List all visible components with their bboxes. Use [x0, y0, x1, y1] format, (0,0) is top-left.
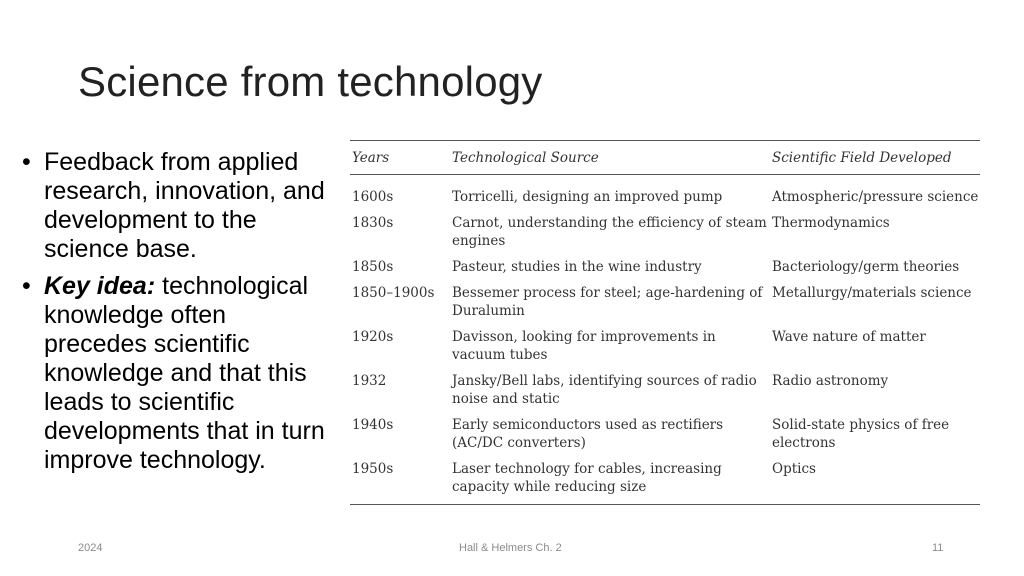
- cell-years: 1850s: [352, 259, 394, 275]
- cell-technological-source: Torricelli, designing an improved pump: [452, 189, 723, 205]
- table-row: [350, 328, 980, 364]
- cell-scientific-field: Radio astronomy: [772, 373, 889, 389]
- bullet-text: Feedback from applied research, innovation, and development to the science base.: [44, 148, 325, 263]
- table-row: [350, 416, 980, 452]
- bullet-icon: •: [22, 272, 31, 300]
- cell-technological-source: Jansky/Bell labs, identifying sources of radio noise and static: [452, 373, 757, 407]
- cell-years: 1600s: [352, 189, 394, 205]
- table-row: [350, 214, 980, 250]
- cell-scientific-field: Thermodynamics: [772, 215, 890, 231]
- bullet-icon: •: [22, 148, 31, 176]
- table-header-row: [350, 141, 980, 175]
- cell-years: 1940s: [352, 417, 394, 433]
- bullet-item: [22, 148, 332, 264]
- bullet-key-lead: Key idea:: [44, 272, 156, 300]
- cell-technological-source: Pasteur, studies in the wine industry: [452, 259, 702, 275]
- cell-technological-source: Davisson, looking for improvements in vacuum tubes: [452, 329, 716, 363]
- slide-title: Science from technology: [78, 58, 543, 105]
- bullet-list: [22, 148, 332, 483]
- cell-scientific-field: Atmospheric/pressure science: [772, 189, 979, 205]
- cell-scientific-field: Optics: [772, 461, 816, 477]
- cell-technological-source: Laser technology for cables, increasing capacity while reducing size: [452, 461, 722, 495]
- cell-scientific-field: Bacteriology/germ theories: [772, 259, 960, 275]
- footer-page-number: 11: [932, 542, 944, 554]
- table-row: [350, 284, 980, 320]
- header-years: Years: [352, 149, 390, 166]
- table-row: [350, 258, 980, 276]
- cell-technological-source: Bessemer process for steel; age-hardening of Duralumin: [452, 285, 763, 319]
- table-body: [350, 188, 980, 496]
- cell-technological-source: Early semiconductors used as rectifiers (AC/DC converters): [452, 417, 724, 451]
- cell-years: 1920s: [352, 329, 394, 345]
- cell-technological-source: Carnot, understanding the efficiency of steam engines: [452, 215, 767, 249]
- cell-scientific-field: Wave nature of matter: [772, 329, 926, 345]
- table-row: [350, 460, 980, 496]
- cell-years: 1950s: [352, 461, 394, 477]
- bullet-text: technological knowledge often precedes scientific knowledge and that this leads to scientific developments that in turn improve technology.: [44, 272, 325, 474]
- table-row: [350, 188, 980, 206]
- table-row: [350, 372, 980, 408]
- cell-years: 1932: [352, 373, 387, 389]
- header-technological-source: Technological Source: [452, 149, 599, 166]
- header-scientific-field: Scientific Field Developed: [772, 149, 952, 166]
- cell-years: 1850–1900s: [352, 285, 435, 301]
- cell-years: 1830s: [352, 215, 394, 231]
- cell-scientific-field: Metallurgy/materials science: [772, 285, 972, 301]
- footer-date: 2024: [78, 542, 103, 554]
- bullet-item: [22, 272, 332, 475]
- cell-scientific-field: Solid-state physics of free electrons: [772, 417, 950, 451]
- footer-source: Hall & Helmers Ch. 2: [459, 542, 562, 554]
- history-table: [350, 140, 980, 505]
